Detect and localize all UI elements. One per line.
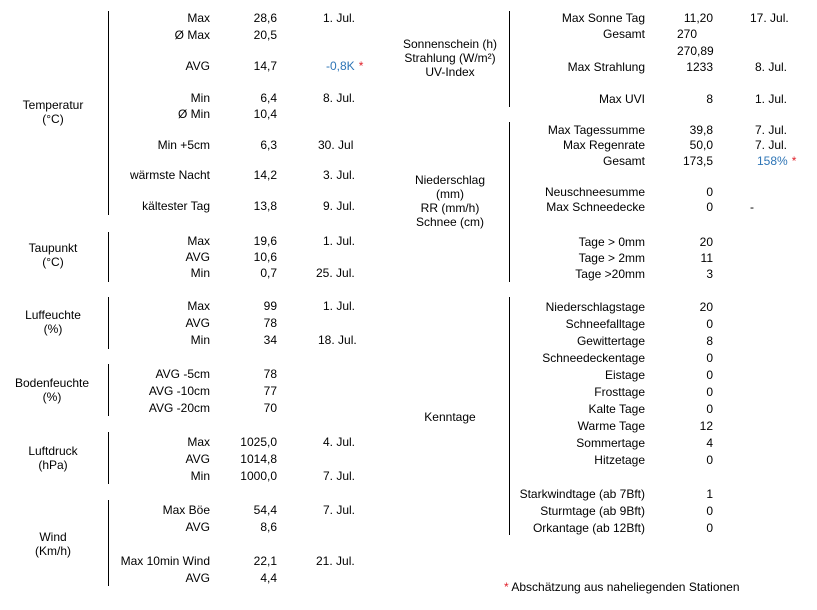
row-value: 11,20 [683,11,713,25]
estimate-marker: * [791,154,797,168]
deviation-value: -0,8K [326,59,355,73]
row-value: 8 [706,92,713,106]
row-label: Starkwindtage (ab 7Bft) [519,487,645,501]
row-label: Min +5cm [157,138,210,152]
wind-title: Wind [39,530,67,544]
row-label: Min [190,266,210,280]
row-value: 99 [263,299,277,313]
precipitation-percent [757,154,796,168]
row-value: 20 [699,235,713,249]
row-value: 39,8 [689,123,713,137]
row-date: 1. Jul. [323,11,356,25]
footnote [504,580,740,594]
temperature-deviation [326,59,363,73]
row-label: Max [187,11,210,25]
row-date: 7. Jul. [323,503,356,517]
row-value: 78 [263,367,277,381]
row-value: 8 [706,334,713,348]
row-value: 8,6 [260,520,277,534]
row-label: Max Strahlung [567,60,645,74]
section-divider [108,297,109,349]
row-value: 0 [706,385,713,399]
row-value: 22,1 [253,554,277,568]
row-label: Ø Min [177,107,210,121]
row-label: AVG [185,452,210,466]
row-label: AVG -5cm [155,367,210,381]
section-divider [108,432,109,484]
row-label: Schneedeckentage [542,351,645,365]
row-label: Max [187,299,210,313]
row-date: 1. Jul. [323,299,356,313]
footnote-text: Abschätzung aus naheliegenden Stationen [511,580,740,594]
row-label: Tage > 2mm [578,251,645,265]
row-value: 6,4 [260,91,277,105]
row-label: Sommertage [576,436,645,450]
row-label: Max Schneedecke [546,200,645,214]
row-date: 4. Jul. [323,435,356,449]
bodenfeuchte-unit: (%) [42,390,62,404]
section-divider [108,11,109,215]
row-label: AVG [185,520,210,534]
row-value: 13,8 [253,199,277,213]
row-label: Gewittertage [576,334,645,348]
row-value: 10,6 [253,250,277,264]
sonne-label [390,37,510,79]
row-value: 0 [706,185,713,199]
row-label: Neuschneesumme [544,185,645,199]
row-label: Max 10min Wind [120,554,210,568]
row-date: 7. Jul. [323,469,356,483]
schnee-unit: Schnee (cm) [415,215,485,229]
row-label: Hitzetage [594,453,645,467]
bodenfeuchte-title: Bodenfeuchte [14,376,90,390]
niederschlag-title: Niederschlag [414,173,486,187]
wind-label [8,530,98,558]
row-label: Max Böe [162,503,210,517]
row-date: 18. Jul. [318,333,357,347]
row-value: 10,4 [253,107,277,121]
row-date: 30. Jul [318,138,354,152]
row-value: 1233 [686,60,713,74]
row-label: Gesamt [602,27,645,41]
row-label: Tage > 0mm [578,235,645,249]
row-value: 1 [706,487,713,501]
row-value: 6,3 [260,138,277,152]
row-date: 8. Jul. [755,60,788,74]
row-label: kältester Tag [142,199,210,213]
row-value: 28,6 [253,11,277,25]
row-date: 1. Jul. [323,234,356,248]
row-date: 9. Jul. [323,199,356,213]
row-label: AVG -20cm [148,401,210,415]
temperatur-label [8,98,98,126]
row-value: 77 [263,384,277,398]
row-label: Kalte Tage [588,402,645,416]
kenntage-label: Kenntage [424,410,476,424]
row-value: 0 [706,504,713,518]
rainrate-unit: RR (mm/h) [420,201,480,215]
row-date: 8. Jul. [323,91,356,105]
row-date: - [750,200,754,214]
row-value: 0 [706,200,713,214]
percent-value: 158% [757,154,788,168]
row-value: 173,5 [682,154,713,168]
row-value: 14,7 [253,59,277,73]
taupunkt-label [8,241,98,269]
row-label: Max UVI [598,92,645,106]
section-divider [108,232,109,282]
row-value: 0 [706,521,713,535]
row-date: 7. Jul. [755,138,788,152]
row-label: Max Regenrate [562,138,645,152]
row-label: Max Sonne Tag [561,11,645,25]
row-label: Gesamt [602,154,645,168]
row-value: 11 [700,251,713,265]
row-value: 1000,0 [240,469,277,483]
row-value: 20,5 [253,28,277,42]
niederschlag-label [395,173,505,229]
row-value: 14,2 [253,168,277,182]
row-value: 0 [706,453,713,467]
section-divider [108,500,109,586]
estimate-marker: * [358,59,364,73]
row-value: 1014,8 [240,452,277,466]
row-value: 3 [706,267,713,281]
row-label: AVG [185,250,210,264]
row-label: Max Tagessumme [547,123,645,137]
row-date: 25. Jul. [316,266,355,280]
luftdruck-label [8,444,98,472]
row-value: 78 [263,316,277,330]
row-label: AVG -10cm [148,384,210,398]
niederschlag-unit: (mm) [436,187,464,201]
footnote-star: * [504,580,509,594]
row-value: 19,6 [253,234,277,248]
row-label: Niederschlagstage [545,300,645,314]
row-value: 0 [706,317,713,331]
row-label: Min [190,91,210,105]
row-date: 21. Jul. [316,554,355,568]
temperatur-title: Temperatur [22,98,84,112]
row-date: 7. Jul. [755,123,788,137]
section-divider [108,364,109,416]
row-value: 50,0 [689,138,713,152]
taupunkt-unit: (°C) [42,255,64,269]
row-value: 270 [677,27,698,41]
row-label: wärmste Nacht [129,168,210,182]
row-label: Ø Max [174,28,210,42]
row-value: 54,4 [253,503,277,517]
row-label: AVG [185,316,210,330]
luftfeuchte-label [8,308,98,336]
row-value: 1025,0 [240,435,277,449]
row-date: 1. Jul. [755,92,788,106]
row-value: 12 [699,419,713,433]
row-label: Min [190,469,210,483]
luftfeuchte-title: Luffeuchte [25,308,81,322]
row-label: Min [190,333,210,347]
row-value: 0 [706,402,713,416]
taupunkt-title: Taupunkt [28,241,78,255]
sonne-unit: Strahlung (W/m²) [404,51,496,65]
row-date: 3. Jul. [323,168,356,182]
row-label: Max [187,234,210,248]
row-label: Sturmtage (ab 9Bft) [540,504,645,518]
row-value: 4,4 [260,571,277,585]
temperatur-unit: (°C) [42,112,64,126]
luftdruck-title: Luftdruck [28,444,78,458]
row-date: 17. Jul. [750,11,789,25]
row-value: 0,7 [260,266,277,280]
row-value: 34 [263,333,277,347]
row-value: 20 [699,300,713,314]
row-label: Orkantage (ab 12Bft) [532,521,645,535]
row-label: AVG [185,59,210,73]
row-value: 70 [263,401,277,415]
uv-title: UV-Index [425,65,475,79]
bodenfeuchte-label [6,376,98,404]
row-value: 270,89 [677,44,714,58]
row-value: 4 [706,436,713,450]
luftfeuchte-unit: (%) [43,322,63,336]
row-label: Max [187,435,210,449]
sonne-title: Sonnenschein (h) [402,37,498,51]
row-label: Frosttage [594,385,645,399]
section-divider [509,122,510,282]
row-value: 0 [706,351,713,365]
row-value: 0 [706,368,713,382]
row-label: Tage >20mm [575,267,645,281]
wind-unit: (Km/h) [35,544,71,558]
row-label: Schneefalltage [565,317,645,331]
row-label: AVG [185,571,210,585]
row-label: Eistage [604,368,645,382]
row-label: Warme Tage [577,419,645,433]
luftdruck-unit: (hPa) [38,458,68,472]
